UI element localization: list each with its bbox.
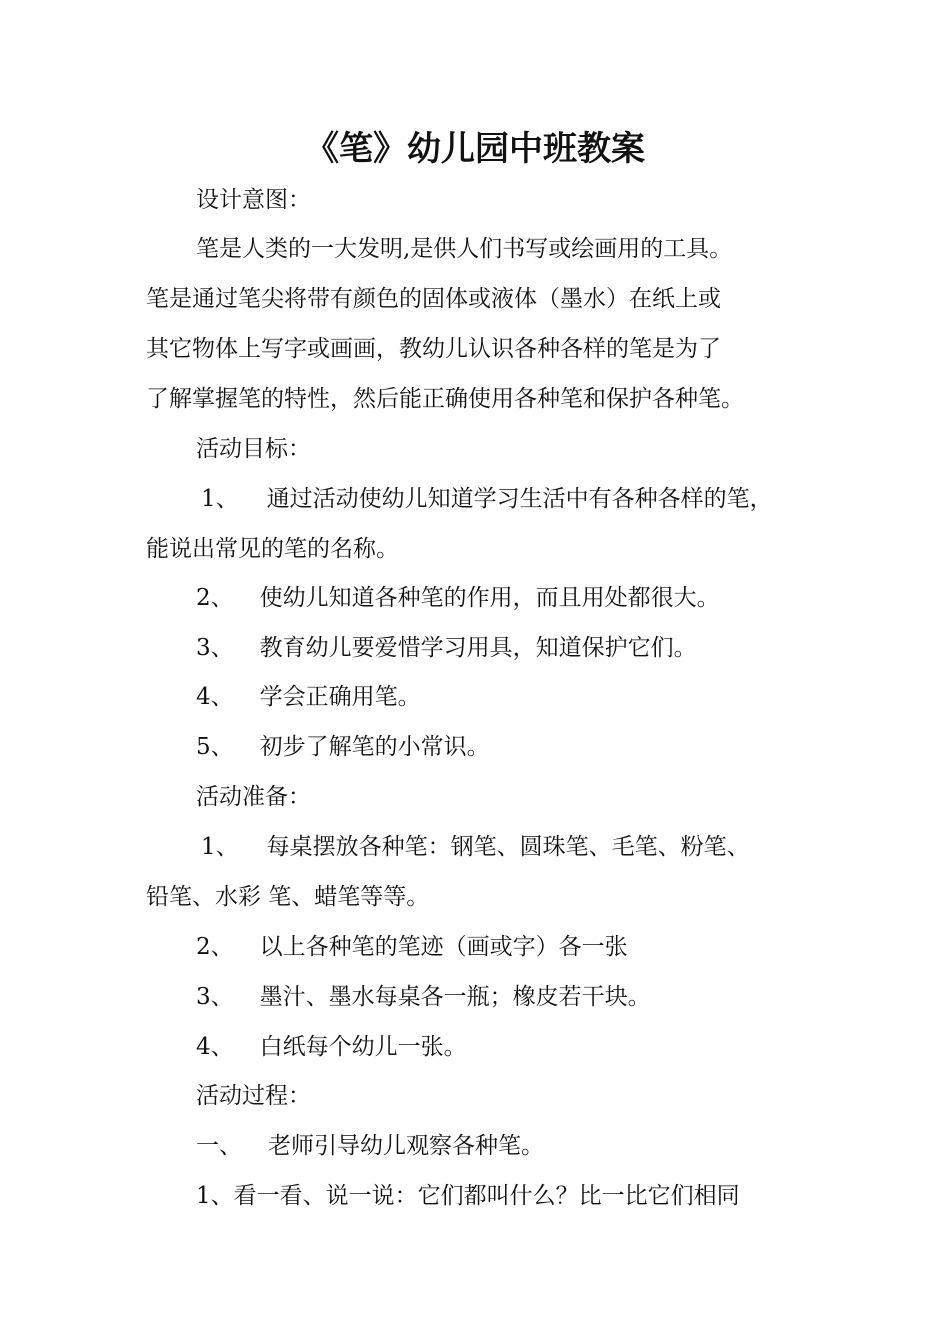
prep-number: 1、 xyxy=(201,834,239,860)
prep-item xyxy=(201,831,750,863)
prep-heading: 活动准备： xyxy=(196,784,311,810)
goal-number: 4、 xyxy=(196,684,234,710)
process-text: 老师引导幼儿观察各种笔。 xyxy=(268,1133,544,1159)
goal-item xyxy=(201,483,773,515)
prep-number: 4、 xyxy=(196,1034,234,1060)
goal-text: 学会正确用笔。 xyxy=(259,684,421,710)
prep-item-continuation: 铅笔、水彩 笔、蜡笔等等。 xyxy=(146,884,430,910)
goal-number: 3、 xyxy=(196,635,234,661)
goal-item xyxy=(196,681,421,713)
prep-text: 白纸每个幼儿一张。 xyxy=(259,1034,467,1060)
prep-text: 以上各种笔的笔迹（画或字）各一张 xyxy=(259,934,628,960)
goal-item xyxy=(196,632,697,664)
goal-text: 通过活动使幼儿知道学习生活中有各种各样的笔， xyxy=(266,486,773,512)
goal-item-continuation: 能说出常见的笔的名称。 xyxy=(146,536,399,562)
prep-number: 2、 xyxy=(196,934,234,960)
process-item xyxy=(196,1130,544,1162)
prep-item xyxy=(196,981,651,1013)
prep-item xyxy=(196,931,628,963)
prep-text: 每桌摆放各种笔：钢笔、圆珠笔、毛笔、粉笔、 xyxy=(266,834,750,860)
prep-number: 3、 xyxy=(196,984,234,1010)
process-heading: 活动过程： xyxy=(196,1083,311,1109)
goal-item xyxy=(196,582,720,614)
goal-item xyxy=(196,731,490,763)
process-number: 一、 xyxy=(196,1133,242,1159)
goal-text: 教育幼儿要爱惜学习用具，知道保护它们。 xyxy=(259,635,697,661)
design-paragraph-line: 了解掌握笔的特性，然后能正确使用各种笔和保护各种笔。 xyxy=(146,386,744,412)
design-paragraph-line: 笔是人类的一大发明,是供人们书写或绘画用的工具。 xyxy=(196,236,733,262)
design-paragraph-line: 笔是通过笔尖将带有颜色的固体或液体（墨水）在纸上或 xyxy=(146,286,721,312)
prep-text: 墨汁、墨水每桌各一瓶；橡皮若干块。 xyxy=(259,984,651,1010)
goal-text: 使幼儿知道各种笔的作用，而且用处都很大。 xyxy=(259,585,720,611)
process-subitem: 1、看一看、说一说：它们都叫什么？比一比它们相同 xyxy=(196,1183,740,1209)
goal-text: 初步了解笔的小常识。 xyxy=(259,734,490,760)
goal-number: 5、 xyxy=(196,734,234,760)
design-paragraph-line: 其它物体上写字或画画，教幼儿认识各种各样的笔是为了 xyxy=(146,336,721,362)
goal-number: 1、 xyxy=(201,486,239,512)
goal-number: 2、 xyxy=(196,585,234,611)
document-title: 《笔》幼儿园中班教案 xyxy=(305,129,645,169)
design-heading: 设计意图： xyxy=(196,187,311,213)
prep-item xyxy=(196,1031,467,1063)
goals-heading: 活动目标： xyxy=(196,436,311,462)
